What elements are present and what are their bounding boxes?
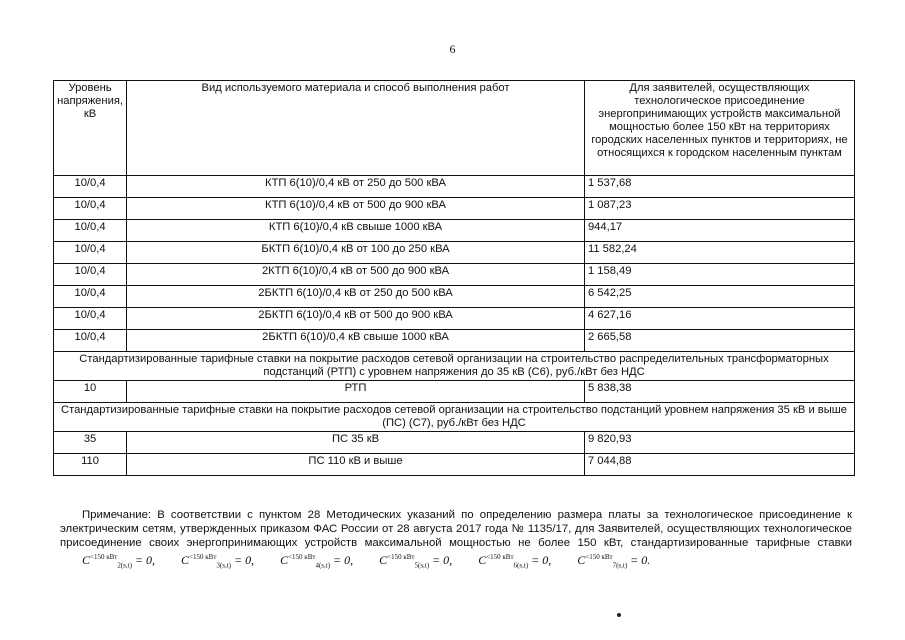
section-row (54, 403, 855, 432)
formula-sep: , (251, 553, 255, 567)
cell-value: 1 087,23 (584, 198, 854, 220)
cell-material: ПС 35 кВ (127, 432, 585, 454)
formula-sub: 6(s,t) (513, 561, 529, 570)
formula-rhs: = 0 (233, 553, 252, 567)
formula-item (357, 550, 452, 572)
cell-value: 1 537,68 (584, 176, 854, 198)
cell-voltage: 10 (54, 381, 127, 403)
formula-item (258, 550, 353, 572)
cell-voltage: 10/0,4 (54, 286, 127, 308)
cell-voltage: 10/0,4 (54, 264, 127, 286)
cell-material: КТП 6(10)/0,4 кВ от 500 до 900 кВА (127, 198, 585, 220)
table-row (54, 176, 855, 198)
cell-voltage: 110 (54, 454, 127, 476)
cell-voltage: 35 (54, 432, 127, 454)
formula-sup: <150 кВт (189, 553, 217, 561)
table-row (54, 286, 855, 308)
cell-material: РТП (127, 381, 585, 403)
cell-value: 1 158,49 (584, 264, 854, 286)
section-title: Стандартизированные тарифные ставки на покрытие расходов сетевой организации на строительство подстанций уровнем напряжения 35 кВ и выше (ПС) (С7), руб./кВт без НДС (54, 403, 855, 432)
formula-rhs: = 0 (333, 553, 351, 567)
table-row (54, 220, 855, 242)
cell-value: 11 582,24 (584, 242, 854, 264)
page-number: 6 (449, 42, 456, 56)
cell-material: 2БКТП 6(10)/0,4 кВ свыше 1000 кВА (127, 330, 585, 352)
formula-rhs: = 0 (531, 553, 549, 567)
formula-symbol: C (181, 553, 190, 567)
cell-material: КТП 6(10)/0,4 кВ свыше 1000 кВА (127, 220, 585, 242)
table-row (54, 242, 855, 264)
cell-voltage: 10/0,4 (54, 198, 127, 220)
cell-voltage: 10/0,4 (54, 242, 127, 264)
formula-sup: <150 кВт (90, 553, 118, 561)
formula-sep: , (449, 553, 453, 567)
section-row (54, 352, 855, 381)
formula-sup: <150 кВт (387, 553, 415, 561)
formula-sub: 7(s,t) (612, 561, 628, 570)
formula-symbol: C (478, 553, 487, 567)
scan-dot (617, 613, 621, 617)
table-row (54, 432, 855, 454)
formula-sep: . (647, 553, 651, 567)
formula-symbol: C (82, 553, 91, 567)
formula-symbol: C (280, 553, 289, 567)
cell-value: 9 820,93 (584, 432, 854, 454)
footnote (60, 508, 852, 572)
footnote-text: Примечание: В соответствии с пунктом 28 Методических указаний по определению размера платы за технологическое присоединение к электрическим сетям, утвержденных приказом ФАС России от 28 августа 2017 года № 1135/17, для Заявителей, осуществляющих технологическое присоединение своих энергопринимающих устройств максимальной мощностью не более 150 кВт, стандартизированные тарифные ставки (60, 509, 852, 549)
cell-material: КТП 6(10)/0,4 кВ от 250 до 500 кВА (127, 176, 585, 198)
cell-voltage: 10/0,4 (54, 330, 127, 352)
table-row (54, 198, 855, 220)
cell-material: 2КТП 6(10)/0,4 кВ от 500 до 900 кВА (127, 264, 585, 286)
formula-symbol: C (379, 553, 388, 567)
cell-value: 2 665,58 (584, 330, 854, 352)
cell-voltage: 10/0,4 (54, 308, 127, 330)
cell-value: 5 838,38 (584, 381, 854, 403)
table-row (54, 308, 855, 330)
cell-voltage: 10/0,4 (54, 176, 127, 198)
cell-material: 2БКТП 6(10)/0,4 кВ от 250 до 500 кВА (127, 286, 585, 308)
formula-sup: <150 кВт (585, 553, 613, 561)
formula-sep: , (350, 553, 354, 567)
table-header-row (54, 81, 855, 176)
formula-sub: 4(s,t) (315, 561, 331, 570)
formula-item (60, 550, 155, 572)
formula-item (159, 550, 254, 572)
formula-sup: <150 кВт (288, 553, 316, 561)
formula-sep: , (548, 553, 552, 567)
table-row (54, 381, 855, 403)
header-material: Вид используемого материала и способ выполнения работ (127, 81, 585, 176)
header-applicants: Для заявителей, осуществляющих технологическое присоединение энергопринимающих устройств максимальной мощностью более 150 кВт на территориях городских населенных пунктов и территориях, не относящихся к городском населенным пунктам (584, 81, 854, 176)
section-title: Стандартизированные тарифные ставки на покрытие расходов сетевой организации на строительство распределительных трансформаторных подстанций (РТП) с уровнем напряжения до 35 кВ (С6), руб./кВт без НДС (54, 352, 855, 381)
formula-sub: 5(s,t) (414, 561, 430, 570)
cell-material: ПС 110 кВ и выше (127, 454, 585, 476)
formula-sep: , (152, 553, 156, 567)
table-row (54, 264, 855, 286)
header-voltage: Уровень напряжения, кВ (54, 81, 127, 176)
table-row (54, 330, 855, 352)
cell-value: 6 542,25 (584, 286, 854, 308)
tariff-table (53, 80, 855, 476)
formula-item (555, 550, 650, 572)
cell-material: БКТП 6(10)/0,4 кВ от 100 до 250 кВА (127, 242, 585, 264)
formula-rhs: = 0 (432, 553, 450, 567)
formula-sup: <150 кВт (486, 553, 514, 561)
formula-symbol: C (577, 553, 586, 567)
formula-item (456, 550, 551, 572)
cell-value: 7 044,88 (584, 454, 854, 476)
formula-sub: 2(s,t) (117, 561, 132, 570)
cell-material: 2БКТП 6(10)/0,4 кВ от 500 до 900 кВА (127, 308, 585, 330)
formula-list (60, 553, 654, 570)
cell-value: 944,17 (584, 220, 854, 242)
formula-rhs: = 0 (630, 553, 648, 567)
cell-value: 4 627,16 (584, 308, 854, 330)
table-row (54, 454, 855, 476)
cell-voltage: 10/0,4 (54, 220, 127, 242)
formula-rhs: = 0 (134, 553, 153, 567)
formula-sub: 3(s,t) (216, 561, 231, 570)
